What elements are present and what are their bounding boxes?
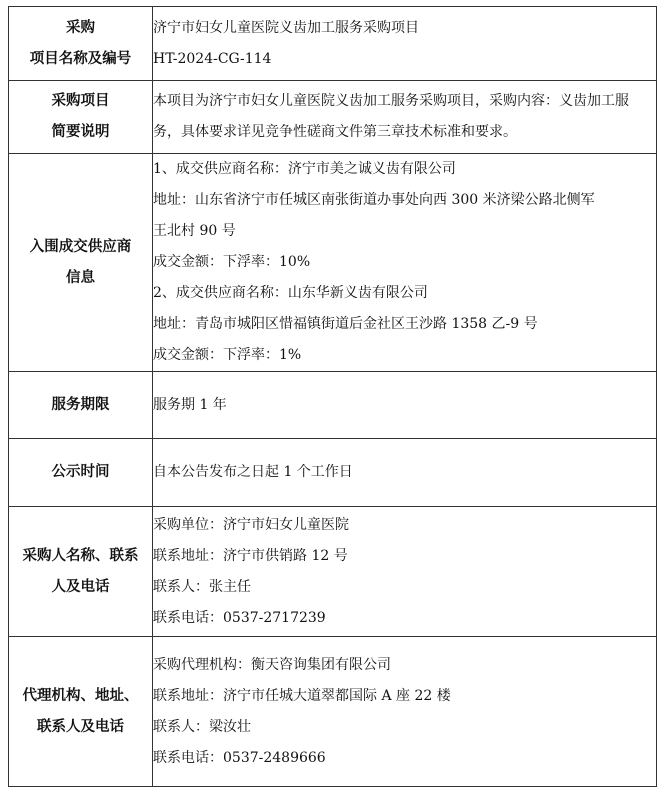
notice-label — [9, 439, 153, 507]
supplier-1-address-line-1: 地址：山东省济宁市任城区南张街道办事处向西 300 米济梁公路北侧军 — [153, 192, 595, 208]
purchaser-label-line-2: 人及电话 — [51, 578, 110, 595]
agency-address: 联系地址：济宁市任城大道翠都国际 A 座 22 楼 — [153, 687, 451, 704]
purchaser-label-line-1: 采购人名称、联系 — [22, 547, 139, 564]
purchaser-label — [9, 507, 153, 637]
suppliers-value — [153, 154, 657, 372]
row-agency — [9, 637, 657, 787]
period-label — [9, 372, 153, 439]
agency-value — [153, 637, 657, 787]
purchaser-phone: 联系电话：0537-2717239 — [153, 609, 326, 626]
row-project — [9, 7, 657, 81]
purchaser-value — [153, 507, 657, 637]
agency-name: 采购代理机构：衡天咨询集团有限公司 — [153, 656, 391, 673]
row-notice — [9, 439, 657, 507]
period-value — [153, 372, 657, 439]
period-label-line-1: 服务期限 — [51, 396, 110, 413]
suppliers-label-line-1: 入围成交供应商 — [29, 238, 132, 255]
summary-value — [153, 81, 657, 154]
row-suppliers — [9, 154, 657, 372]
agency-label — [9, 637, 153, 787]
agency-label-line-1: 代理机构、地址、 — [22, 687, 139, 704]
agency-label-line-2: 联系人及电话 — [37, 718, 124, 735]
purchaser-address: 联系地址：济宁市供销路 12 号 — [153, 547, 348, 564]
project-label-line-1: 采购 — [66, 19, 95, 36]
purchaser-contact: 联系人：张主任 — [153, 578, 251, 595]
project-label — [9, 7, 153, 81]
summary-label — [9, 81, 153, 154]
notice-label-line-1: 公示时间 — [51, 464, 110, 480]
summary-label-line-2: 简要说明 — [51, 124, 110, 140]
project-code: HT-2024-CG-114 — [153, 50, 272, 67]
purchaser-unit: 采购单位：济宁市妇女儿童医院 — [153, 516, 349, 533]
project-name: 济宁市妇女儿童医院义齿加工服务采购项目 — [153, 19, 419, 36]
supplier-1-amount: 成交金额：下浮率：10% — [153, 254, 311, 270]
notice-value — [153, 439, 657, 507]
supplier-2-name: 2、成交供应商名称：山东华新义齿有限公司 — [153, 285, 428, 301]
supplier-2-address: 地址：青岛市城阳区惜福镇街道后金社区王沙路 1358 乙-9 号 — [153, 316, 538, 332]
row-purchaser — [9, 507, 657, 637]
project-value — [153, 7, 657, 81]
agency-contact: 联系人：梁汝壮 — [153, 718, 251, 735]
project-label-line-2: 项目名称及编号 — [29, 50, 132, 67]
summary-text: 本项目为济宁市妇女儿童医院义齿加工服务采购项目，采购内容：义齿加工服务，具体要求详见竞争性磋商文件第三章技术标准和要求。 — [153, 93, 629, 140]
procurement-info-table — [8, 6, 657, 787]
supplier-1-address-line-2: 王北村 90 号 — [153, 223, 236, 239]
supplier-2-amount: 成交金额：下浮率：1% — [153, 347, 302, 363]
suppliers-label-line-2: 信息 — [66, 269, 95, 286]
suppliers-label — [9, 154, 153, 372]
period-text: 服务期 1 年 — [153, 396, 227, 413]
supplier-1-name: 1、成交供应商名称：济宁市美之诚义齿有限公司 — [153, 161, 456, 177]
row-summary — [9, 81, 657, 154]
row-period — [9, 372, 657, 439]
agency-phone: 联系电话：0537-2489666 — [153, 749, 326, 766]
notice-text: 自本公告发布之日起 1 个工作日 — [153, 464, 353, 480]
summary-label-line-1: 采购项目 — [51, 93, 110, 109]
